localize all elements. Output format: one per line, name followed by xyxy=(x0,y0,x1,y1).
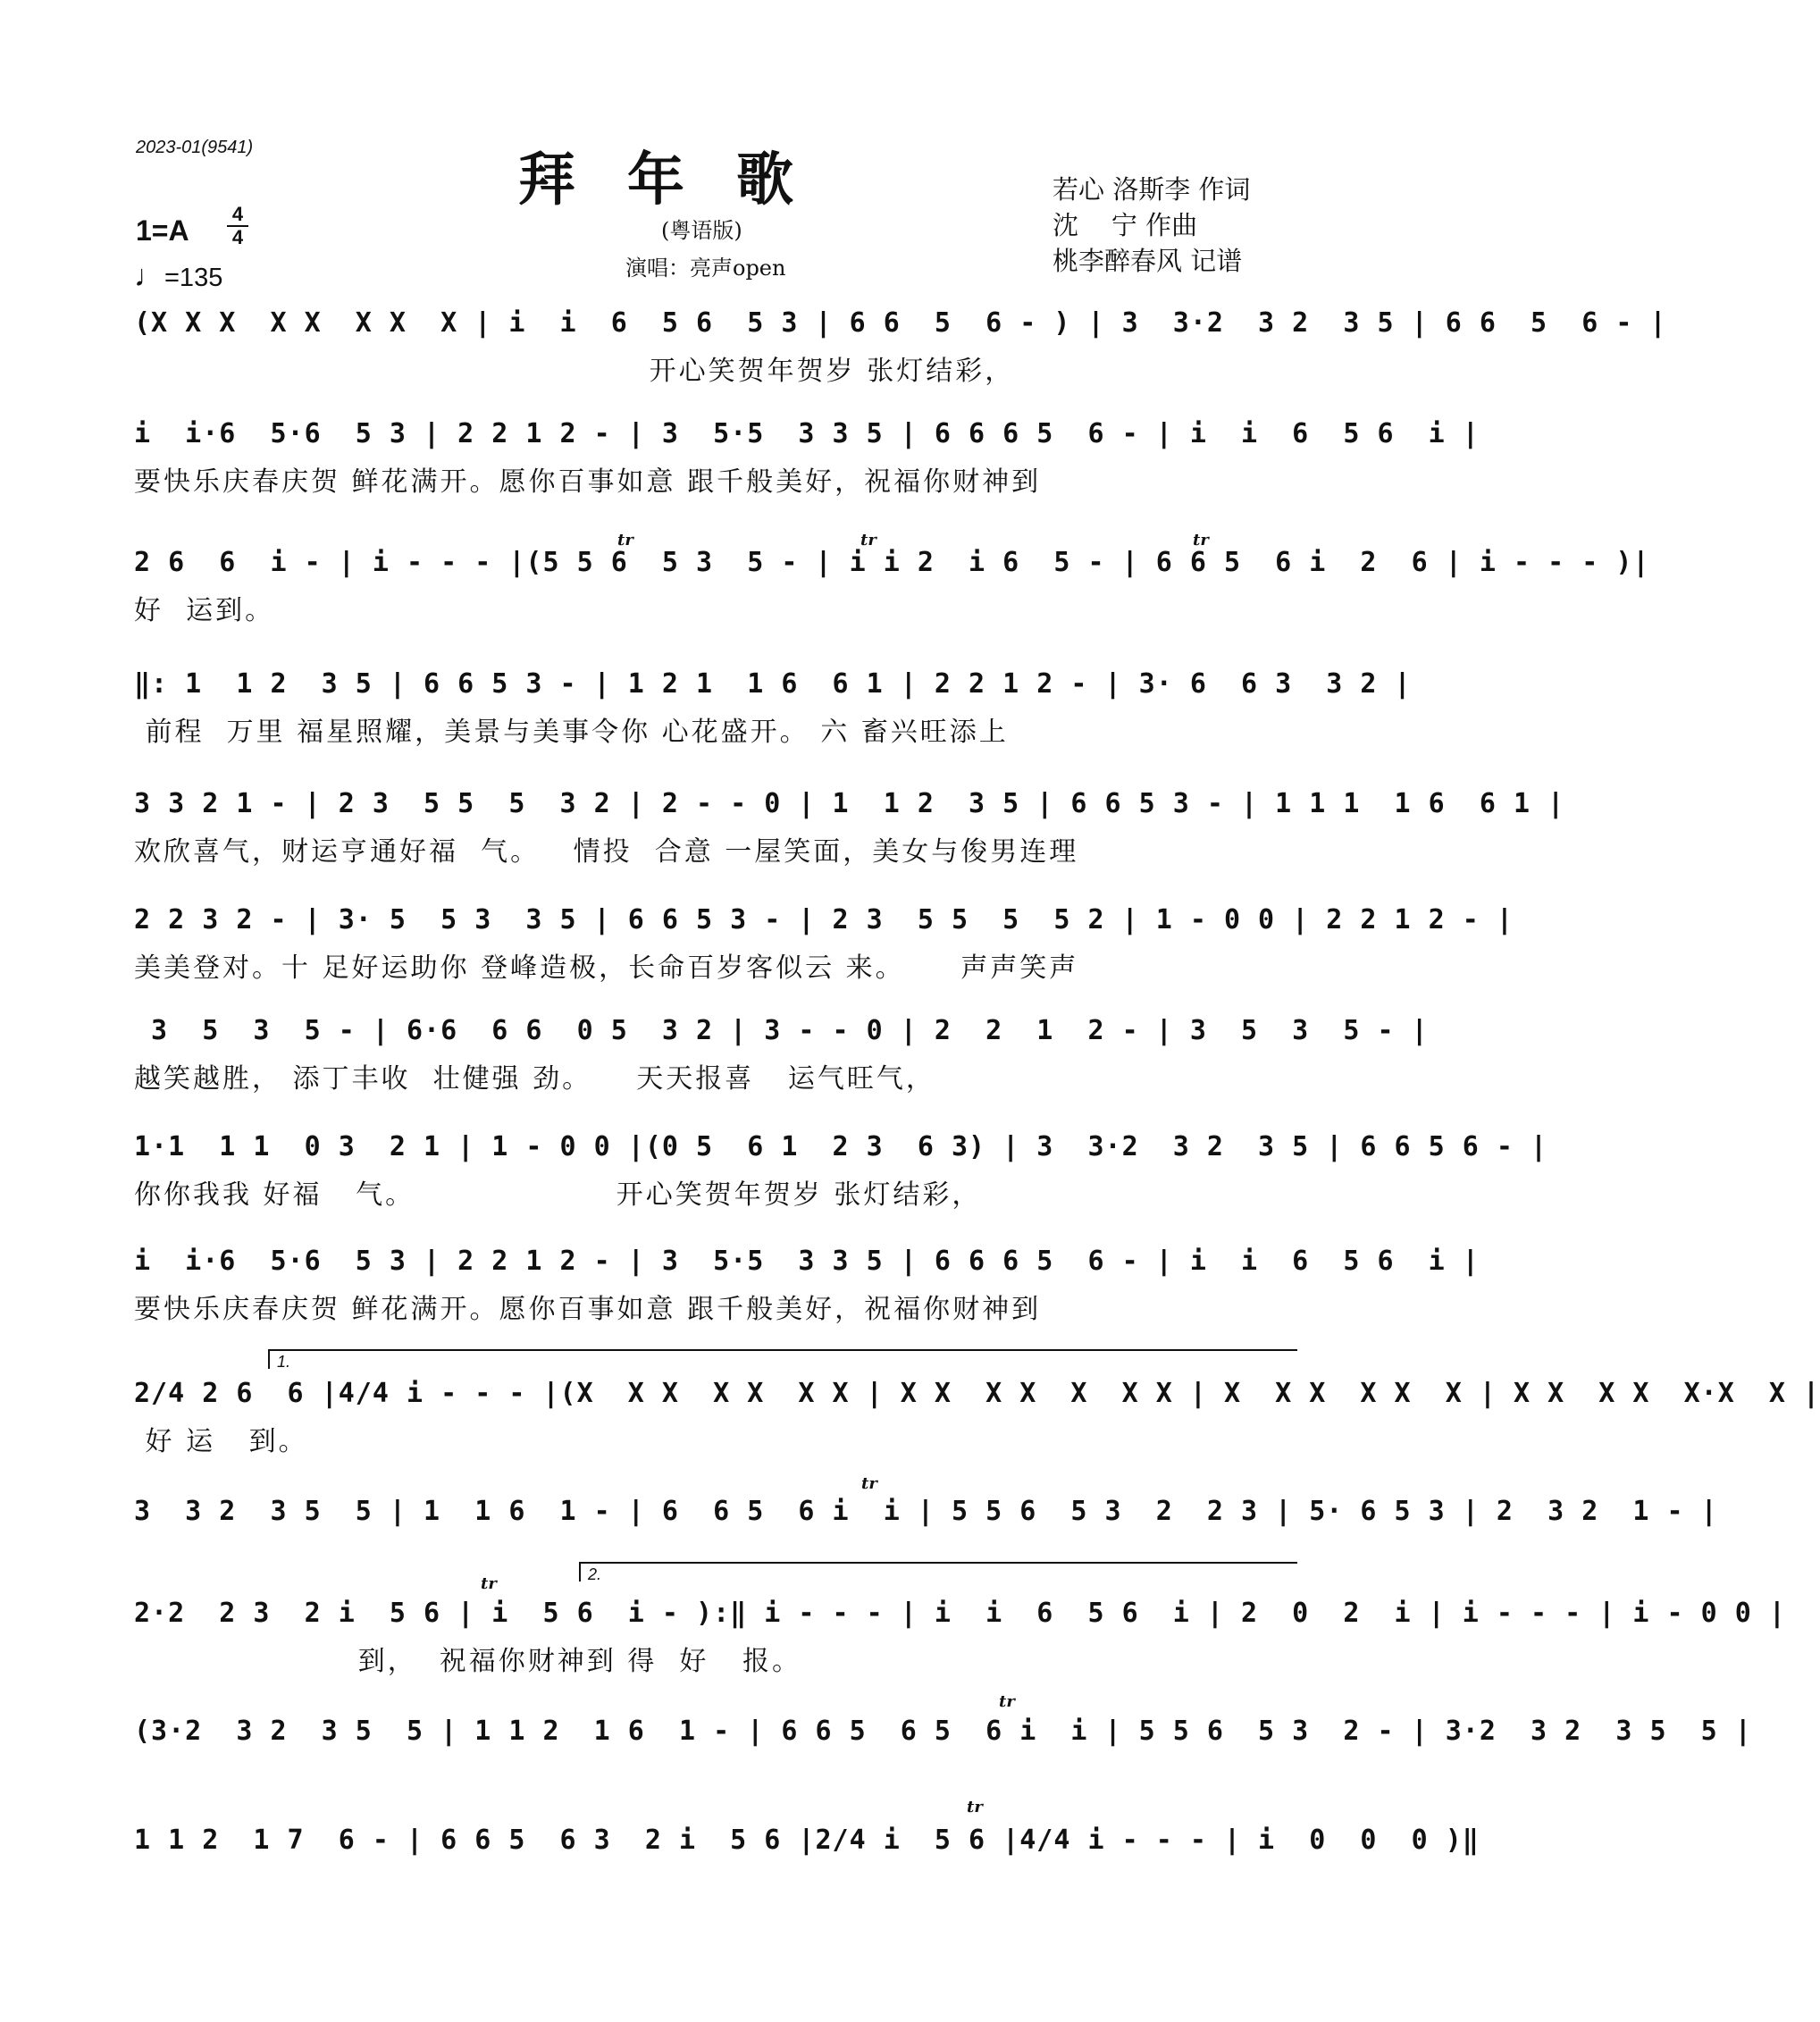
tempo-marking xyxy=(134,259,222,294)
lyrics-line: 到， 祝福你财神到 得 好 报。 xyxy=(134,1646,802,1677)
lyrics-line: 欢欣喜气，财运亨通好福 气。 情投 合意 一屋笑面，美女与俊男连理 xyxy=(134,836,1079,868)
transcriber-credit: 桃李醉春风 记谱 xyxy=(1053,246,1243,276)
lyrics-line: 开心笑贺年贺岁 张灯结彩， xyxy=(134,356,1015,387)
page-title: 拜年歌 xyxy=(518,147,845,214)
time-signature-top: 4 xyxy=(231,203,244,225)
score-system-11 xyxy=(134,1494,1718,1530)
notation-line: 3 3 2 3 5 5 | 1 1 6 1 - | 6 6 5 6 i i | 5 5 6 5 3 2 2 3 | 5· 6 5 3 | 2 3 2 1 - | xyxy=(134,1496,1718,1527)
score-system-6 xyxy=(134,902,1514,986)
notation-line: (X X X X X X X X | i i 6 5 6 5 3 | 6 6 5 6 - ) | 3 3·2 3 2 3 5 | 6 6 5 6 - | xyxy=(134,307,1667,339)
quarter-note-icon: ♩ xyxy=(134,259,164,293)
notation-line: 3 3 2 1 - | 2 3 5 5 5 3 2 | 2 - - 0 | 1 1 2 3 5 | 6 6 5 3 - | 1 1 1 1 6 6 1 | xyxy=(134,788,1565,819)
document-serial: 2023-01(9541) xyxy=(136,138,254,157)
score-system-2 xyxy=(134,416,1480,500)
score-system-10 xyxy=(134,1376,1820,1460)
score-system-5 xyxy=(134,786,1565,870)
score-system-9 xyxy=(134,1244,1480,1328)
lyrics-line: 要快乐庆春庆贺 鲜花满开。愿你百事如意 跟千般美好，祝福你财神到 xyxy=(134,466,1042,498)
score-system-7 xyxy=(134,1013,1429,1097)
lyrics-line: 要快乐庆春庆贺 鲜花满开。愿你百事如意 跟千般美好，祝福你财神到 xyxy=(134,1294,1042,1325)
notation-line: 2 2 3 2 - | 3· 5 5 3 3 5 | 6 6 5 3 - | 2 3 5 5 5 5 2 | 1 - 0 0 | 2 2 1 2 - | xyxy=(134,904,1514,935)
trill-mark: tr xyxy=(481,1574,497,1593)
second-ending-label: 2. xyxy=(588,1565,602,1583)
trill-mark: tr xyxy=(999,1692,1015,1711)
time-signature xyxy=(225,204,250,248)
notation-line: ‖: 1 1 2 3 5 | 6 6 5 3 - | 1 2 1 1 6 6 1 | 2 2 1 2 - | 3· 6 6 3 3 2 | xyxy=(134,668,1412,700)
lyrics-line: 你你我我 好福 气。 开心笑贺年贺岁 张灯结彩， xyxy=(134,1179,982,1211)
notation-line: 1 1 2 1 7 6 - | 6 6 5 6 3 2 i 5 6 |2/4 i 5 6 |4/4 i - - - | i 0 0 0 )‖ xyxy=(134,1825,1480,1856)
lyrics-line: 美美登对。十 足好运助你 登峰造极，长命百岁客似云 来。 声声笑声 xyxy=(134,952,1079,984)
trill-mark: tr xyxy=(967,1798,983,1816)
notation-line: 2 6 6 i - | i - - - |(5 5 6 5 3 5 - | i i 2 i 6 5 - | 6 6 5 6 i 2 6 | i - - - )| xyxy=(134,547,1650,578)
trill-mark: tr xyxy=(861,1474,877,1493)
time-signature-bottom: 4 xyxy=(231,226,244,248)
trill-mark: tr xyxy=(860,531,876,550)
notation-line: (3·2 3 2 3 5 5 | 1 1 2 1 6 1 - | 6 6 5 6 5 6 i i | 5 5 6 5 3 2 - | 3·2 3 2 3 5 5 | xyxy=(134,1716,1752,1747)
score-system-12 xyxy=(134,1596,1786,1680)
score-system-14 xyxy=(134,1823,1480,1858)
key-signature: 1=A xyxy=(136,214,189,247)
score-system-4 xyxy=(134,667,1412,751)
first-ending-label: 1. xyxy=(277,1353,291,1371)
lyrics-line: 好 运到。 xyxy=(134,595,275,626)
lyrics-line: 前程 万里 福星照耀，美景与美事令你 心花盛开。 六 畜兴旺添上 xyxy=(134,717,1009,748)
composer-credit: 沈 宁 作曲 xyxy=(1053,210,1198,240)
notation-line: i i·6 5·6 5 3 | 2 2 1 2 - | 3 5·5 3 3 5 | 6 6 6 5 6 - | i i 6 5 6 i | xyxy=(134,418,1480,449)
first-ending-bracket xyxy=(268,1349,1297,1369)
notation-line: 3 5 3 5 - | 6·6 6 6 0 5 3 2 | 3 - - 0 | 2 2 1 2 - | 3 5 3 5 - | xyxy=(134,1015,1429,1046)
notation-line: i i·6 5·6 5 3 | 2 2 1 2 - | 3 5·5 3 3 5 | 6 6 6 5 6 - | i i 6 5 6 i | xyxy=(134,1246,1480,1277)
score-system-8 xyxy=(134,1129,1548,1213)
tempo-value: =135 xyxy=(164,264,223,292)
notation-line: 1·1 1 1 0 3 2 1 | 1 - 0 0 |(0 5 6 1 2 3 6 3) | 3 3·2 3 2 3 5 | 6 6 5 6 - | xyxy=(134,1131,1548,1162)
credits-block xyxy=(1053,172,1250,279)
lyrics-line: 好 运 到。 xyxy=(134,1426,308,1457)
lyricist-credit: 若心 洛斯李 作词 xyxy=(1053,174,1251,205)
notation-line: 2/4 2 6 6 |4/4 i - - - |(X X X X X X X | X X X X X X X | X X X X X X | X X X X X·X X | xyxy=(134,1378,1820,1409)
score-system-1 xyxy=(134,306,1667,390)
trill-mark: tr xyxy=(617,531,633,550)
trill-mark: tr xyxy=(1193,531,1209,550)
second-ending-bracket xyxy=(579,1562,1297,1582)
lyrics-line: 越笑越胜， 添丁丰收 壮健强 劲。 天天报喜 运气旺气， xyxy=(134,1063,935,1095)
singer-credit: 演唱：亮声open xyxy=(625,256,786,281)
subtitle: (粤语版) xyxy=(661,218,742,243)
score-system-3 xyxy=(134,545,1650,629)
notation-line: 2·2 2 3 2 i 5 6 | i 5 6 i - ):‖ i - - - | i i 6 5 6 i | 2 0 2 i | i - - - | i - 0 0 | xyxy=(134,1598,1786,1629)
score-system-13 xyxy=(134,1714,1752,1749)
